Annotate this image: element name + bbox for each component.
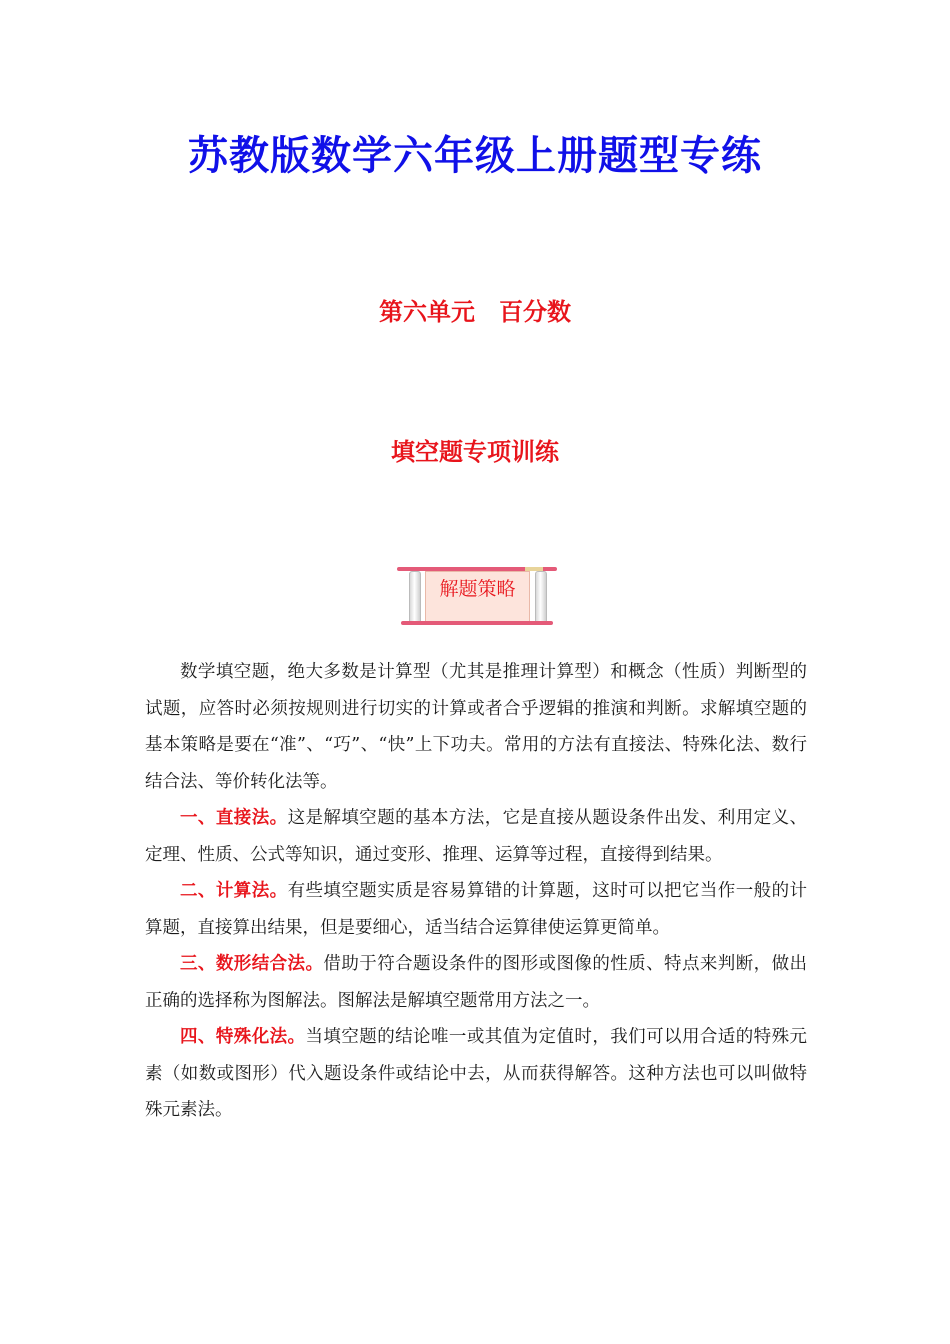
method-text: 借助于符合题设条件的图形或图像的性质、特点来判断，做出正确的选择称为图解法。图解法是解填空题常用方法之一。 [145, 954, 808, 1011]
method-paragraph-graphic [145, 946, 807, 1019]
method-paragraph-special [145, 1019, 807, 1129]
method-label: 二、计算法。 [180, 881, 288, 901]
method-text: 当填空题的结论唯一或其值为定值时，我们可以用合适的特殊元素（如数或图形）代入题设条件或结论中去，从而获得解答。这种方法也可以叫做特殊元素法。 [145, 1027, 808, 1120]
page-title: 苏教版数学六年级上册题型专练 [188, 132, 762, 179]
banner-label: 解题策略 [439, 578, 516, 600]
method-label: 三、数形结合法。 [180, 954, 324, 974]
method-label: 四、特殊化法。 [180, 1027, 306, 1047]
scroll-roll-left [409, 571, 421, 625]
method-paragraph-direct [145, 800, 807, 873]
method-paragraph-calculation [145, 873, 807, 946]
method-text: 有些填空题实质是容易算错的计算题，这时可以把它当作一般的计算题，直接算出结果，但是要细心，适当结合运算律使运算更简单。 [145, 881, 808, 938]
scroll-roll-right [535, 571, 547, 625]
intro-paragraph: 数学填空题，绝大多数是计算型（尤其是推理计算型）和概念（性质）判断型的试题，应答时必须按规则进行切实的计算或者合乎逻辑的推演和判断。求解填空题的基本策略是要在“准”、“巧”、“快”上下功夫。常用的方法有直接法、特殊化法、数行结合法、等价转化法等。 [145, 662, 807, 792]
method-label: 一、直接法。 [180, 808, 288, 828]
section-title: 填空题专项训练 [391, 438, 559, 466]
scroll-rod-bottom [401, 621, 553, 625]
body-content [145, 654, 807, 1129]
unit-title: 第六单元 百分数 [379, 298, 571, 326]
method-text: 这是解填空题的基本方法，它是直接从题设条件出发、利用定义、定理、性质、公式等知识，通过变形、推理、运算等过程，直接得到结果。 [145, 808, 808, 865]
scroll-banner [395, 563, 560, 631]
